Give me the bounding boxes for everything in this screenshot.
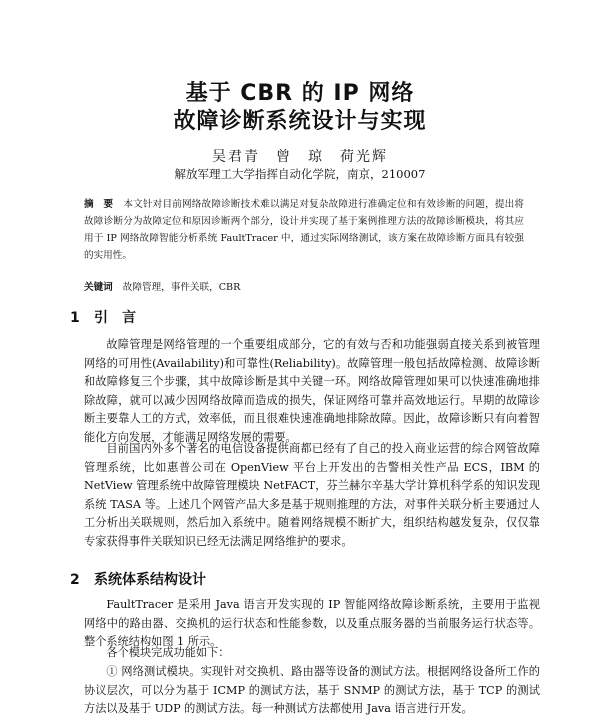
system-paragraph-2: 各个模块完成功能如下： (106, 646, 230, 659)
paper-title-line-2: 故障诊断系统设计与实现 (173, 109, 427, 134)
keywords-text: 故障管理，事件关联，CBR (122, 282, 241, 293)
section-heading-system (70, 569, 206, 589)
keywords-label: 关键词 (84, 282, 113, 293)
abstract-text: 本文针对目前网络故障诊断技术难以满足对复杂故障进行准确定位和有效诊断的问题，提出将故障诊断分为故障定位和原因诊断两个部分，设计并实现了基于案例推理方法的故障诊断模块，将其应用于 IP 网络故障智能分析系统 FaultTracer 中，通过实际网络测试，该方案在故障诊断方面具有较强的实用性。 (84, 199, 525, 261)
section-title-intro: 引言 (94, 310, 150, 326)
section-title-system: 系统体系结构设计 (94, 572, 206, 588)
intro-paragraph-2: 目前国内外多个著名的电信设备提供商都已经有了自己的投入商业运营的综合网管故障管理系统，比如惠普公司在 OpenView 平台上开发出的告警相关性产品 ECS，IBM 的 NetView 管理系统中故障管理模块 NetFACT，芬兰赫尔辛基大学计算机科学系的知识发现系统 TASA 等。上述几个网管产品大多是基于规则推理的方法，对事件关联分析主要通过人工分析出关联规则，然后加入系统中。随着网络规模不断扩大，组织结构越发复杂，仅仅靠专家获得事件关联知识已经无法满足网络维护的要求。 (84, 442, 540, 548)
system-paragraph-3: ① 网络测试模块。实现针对交换机、路由器等设备的测试方法。根据网络设备所工作的协议层次，可以分为基于 ICMP 的测试方法，基于 SNMP 的测试方法，基于 TCP 的测试方法以及基于 UDP 的测试方法。每一种测试方法都使用 Java 语言进行开发。 (84, 665, 540, 715)
section-heading-intro (70, 307, 150, 327)
abstract-label: 摘 要 (84, 199, 114, 210)
system-paragraph-1: FaultTracer 是采用 Java 语言开发实现的 IP 智能网络故障诊断系统，主要用于监视网络中的路由器、交换机的运行状态和性能参数，以及重点服务器的当前服务运行状态等。整个系统结构如图 1 所示。 (84, 598, 540, 648)
section-number-intro: 1 (70, 310, 80, 326)
section-number-system: 2 (70, 572, 80, 588)
paper-title-line-1: 基于 CBR 的 IP 网络 (185, 81, 415, 106)
paper-affiliation: 解放军理工大学指挥自动化学院，南京，210007 (174, 167, 426, 181)
abstract (84, 196, 524, 264)
keywords (84, 280, 524, 296)
intro-paragraph-1: 故障管理是网络管理的一个重要组成部分，它的有效与否和功能强弱直接关系到被管理网络的可用性(Availability)和可靠性(Reliability)。故障管理一般包括故障检测、故障诊断和故障修复三个步骤，其中故障诊断是其中关键一环。网络故障管理如果可以快速准确地排除故障，就可以减少因网络故障而造成的损失，保证网络可靠并高效地运行。早期的故障诊断主要靠人工的方式，效率低，而且很难快速准确地排除故障。因此，故障诊断只有向着智能化方向发展，才能满足网络发展的需要。 (84, 338, 540, 444)
paper-authors: 吴君青 曾 琼 荷光辉 (212, 149, 388, 165)
